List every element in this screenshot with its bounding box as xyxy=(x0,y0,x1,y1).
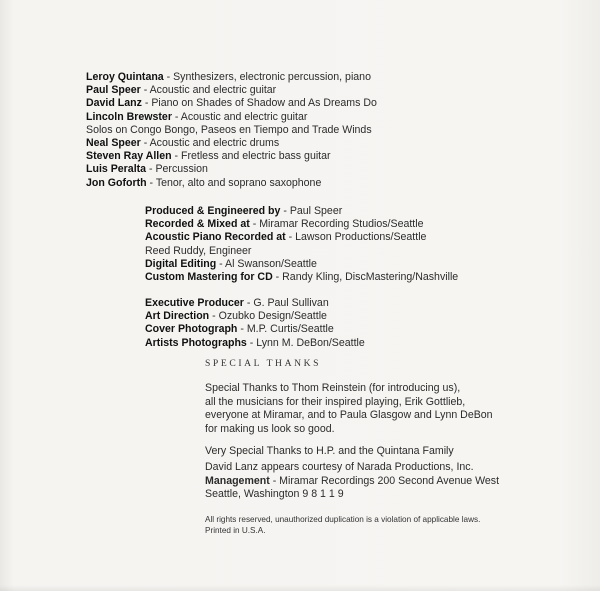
credit-line xyxy=(145,218,458,231)
credit-label: Executive Producer xyxy=(145,297,244,309)
appearance-note: David Lanz appears courtesy of Narada Productions, Inc. xyxy=(205,460,474,473)
credit-label: Acoustic Piano Recorded at xyxy=(145,231,286,244)
credit-line xyxy=(145,323,365,336)
credit-line xyxy=(86,84,377,97)
credit-line xyxy=(145,231,458,244)
credit-name: Neal Speer xyxy=(86,137,141,150)
credit-value: - M.P. Curtis/Seattle xyxy=(237,323,334,336)
printed-notice: Printed in U.S.A. xyxy=(205,526,266,535)
credit-role: - Acoustic and electric guitar xyxy=(171,110,308,123)
credit-label: Art Direction xyxy=(145,310,210,323)
very-special-thanks: Very Special Thanks to H.P. and the Quintana Family xyxy=(205,445,454,458)
credit-value: - Miramar Recording Studios/Seattle xyxy=(249,218,424,231)
credit-label: Digital Editing xyxy=(145,257,217,270)
management-label: Management xyxy=(205,474,270,487)
production-credits xyxy=(145,205,458,284)
credit-role: - Acoustic and electric drums xyxy=(140,137,280,150)
credit-line xyxy=(86,150,377,163)
special-thanks-section xyxy=(205,358,499,502)
credit-value: - Lawson Productions/Seattle xyxy=(285,231,427,244)
legal-notice xyxy=(205,514,480,536)
credit-role: - Percussion xyxy=(146,163,208,176)
address-line: Seattle, Washington 9 8 1 1 9 xyxy=(205,488,344,501)
musicians-credits xyxy=(86,71,377,190)
credit-label: Artists Photographs xyxy=(145,336,247,349)
credit-line xyxy=(145,310,365,323)
thanks-paragraph-line: Special Thanks to Thom Reinstein (for introducing us), xyxy=(205,382,461,394)
credit-role: - Piano on Shades of Shadow and As Dreams Do xyxy=(141,97,377,110)
spacer xyxy=(205,436,499,445)
credit-role: - Fretless and electric bass guitar xyxy=(171,150,331,163)
credit-line xyxy=(145,245,458,258)
credit-line xyxy=(86,97,377,110)
rights-notice: All rights reserved, unauthorized duplication is a violation of applicable laws. xyxy=(205,515,481,524)
credit-name: Jon Goforth xyxy=(86,176,147,189)
credit-name: Luis Peralta xyxy=(86,163,147,176)
credit-label: Custom Mastering for CD xyxy=(145,271,273,284)
credit-line xyxy=(145,271,458,284)
credit-line xyxy=(145,337,365,350)
credit-line xyxy=(86,177,377,190)
thanks-paragraph-line: all the musicians for their inspired playing, Erik Gottlieb, xyxy=(205,395,466,408)
thanks-paragraph-line: everyone at Miramar, and to Paula Glasgow and Lynn DeBon xyxy=(205,409,493,422)
credit-label: Produced & Engineered by xyxy=(145,205,281,217)
credit-value: Reed Ruddy, Engineer xyxy=(145,244,252,257)
credit-line xyxy=(86,137,377,150)
credit-label: Cover Photograph xyxy=(145,323,238,336)
credit-name: Leroy Quintana xyxy=(86,71,164,83)
credit-value: - G. Paul Sullivan xyxy=(243,297,329,309)
credit-line xyxy=(145,205,458,218)
credit-name: David Lanz xyxy=(86,97,142,110)
credit-value: - Ozubko Design/Seattle xyxy=(209,310,327,323)
credit-role: - Tenor, alto and soprano saxophone xyxy=(146,176,322,189)
credit-value: - Randy Kling, DiscMastering/Nashville xyxy=(272,271,459,284)
credit-line xyxy=(145,258,458,271)
credit-value: - Lynn M. DeBon/Seattle xyxy=(246,336,365,349)
section-title: SPECIAL THANKS xyxy=(205,358,322,369)
management-line xyxy=(205,475,499,489)
credit-line xyxy=(86,111,377,124)
credit-line xyxy=(86,163,377,176)
page-shadow xyxy=(0,585,600,591)
management-value: - Miramar Recordings 200 Second Avenue West xyxy=(269,474,500,487)
credit-label: Recorded & Mixed at xyxy=(145,218,250,231)
thanks-paragraph-line: for making us look so good. xyxy=(205,422,335,435)
credit-line xyxy=(86,71,377,84)
credit-role: - Acoustic and electric guitar xyxy=(140,84,277,97)
credit-line xyxy=(145,297,365,310)
executive-credits xyxy=(145,297,365,350)
credit-name: Steven Ray Allen xyxy=(86,150,172,163)
credit-role: Solos on Congo Bongo, Paseos en Tiempo and Trade Winds xyxy=(86,123,372,136)
credit-name: Lincoln Brewster xyxy=(86,110,172,123)
credit-role: - Synthesizers, electronic percussion, piano xyxy=(163,71,371,83)
credit-value: - Paul Speer xyxy=(280,205,343,217)
credit-line xyxy=(86,124,377,137)
credit-value: - Al Swanson/Seattle xyxy=(216,257,317,270)
credit-name: Paul Speer xyxy=(86,84,141,97)
